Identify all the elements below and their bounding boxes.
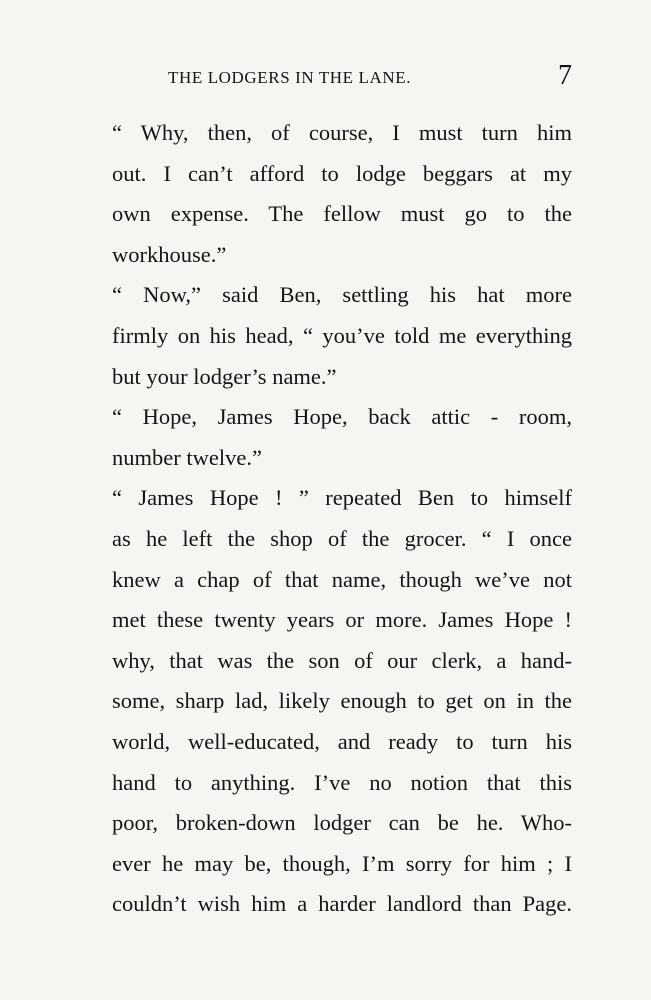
text-line: “ Why, then, of course, I must turn him	[112, 120, 572, 145]
running-title: THE LODGERS IN THE LANE.	[168, 68, 412, 87]
text-line: some, sharp lad, likely enough to get on in the	[112, 688, 572, 714]
text-line: why, that was the son of our clerk, a hand-	[112, 647, 572, 673]
text-line: “ Hope, James Hope, back attic - room,	[112, 404, 572, 430]
text-line: hand to anything. I’ve no notion that this	[112, 769, 572, 795]
text-line: poor, broken-down lodger can be he. Who-	[112, 810, 572, 836]
text-line: “ Now,” said Ben, settling his hat more	[112, 282, 572, 308]
text-line: firmly on his head, “ you’ve told me everything	[112, 322, 572, 348]
body-text	[112, 113, 572, 925]
text-line: “ James Hope ! ” repeated Ben to himself	[112, 485, 572, 511]
text-line: own expense. The fellow must go to the	[112, 201, 572, 227]
text-line: out. I can’t afford to lodge beggars at my	[112, 160, 572, 186]
text-line: world, well-educated, and ready to turn his	[112, 728, 572, 754]
text-line: workhouse.”	[112, 241, 227, 267]
page-number: 7	[558, 60, 572, 91]
text-line: as he left the shop of the grocer. “ I once	[112, 525, 572, 551]
text-line: couldn’t wish him a harder landlord than Page.	[112, 891, 572, 917]
text-line: knew a chap of that name, though we’ve not	[112, 566, 572, 592]
text-line: number twelve.”	[112, 444, 262, 470]
text-line: ever he may be, though, I’m sorry for him ; I	[112, 850, 572, 876]
running-header	[112, 60, 572, 96]
text-line: met these twenty years or more. James Hope !	[112, 607, 572, 633]
text-line: but your lodger’s name.”	[112, 363, 337, 389]
